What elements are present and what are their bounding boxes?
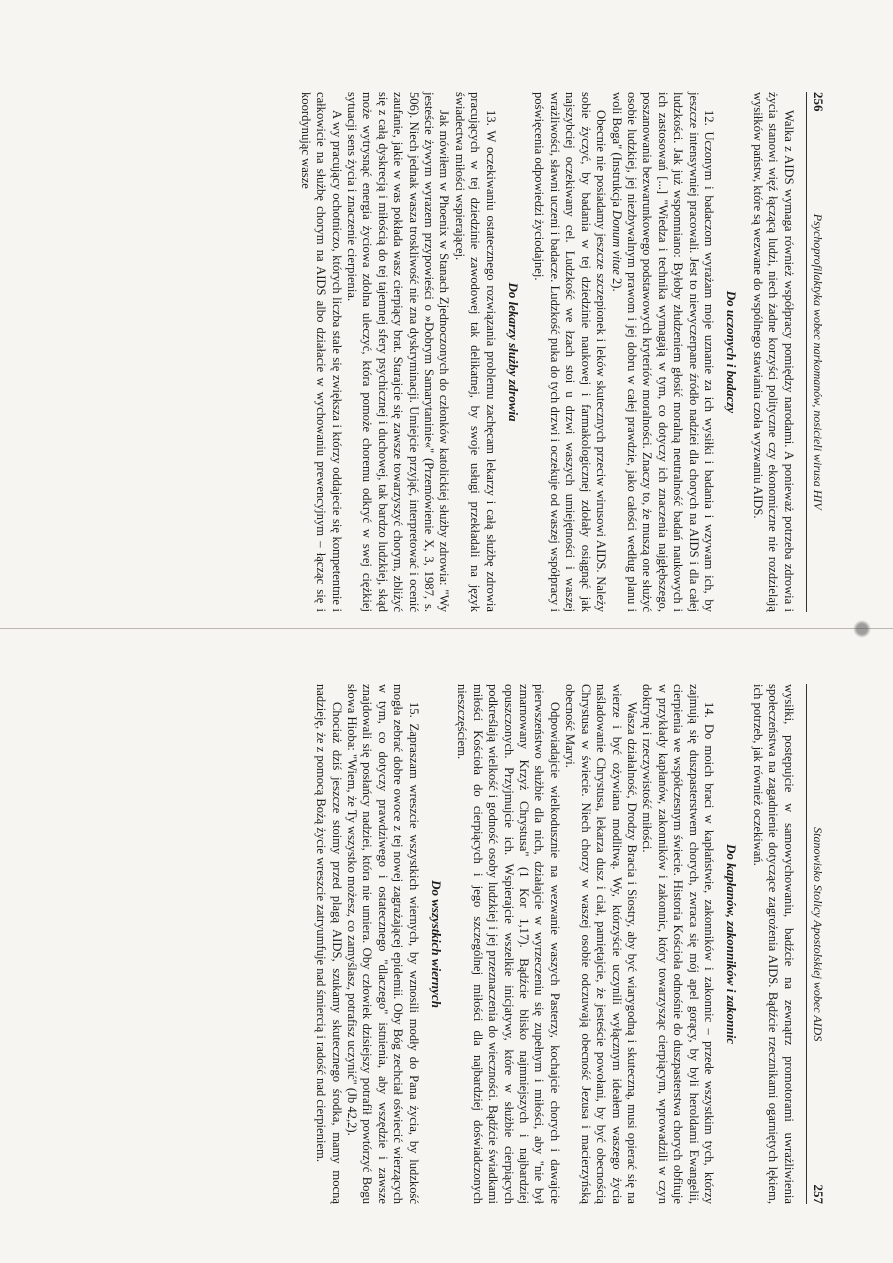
page-number: 256 xyxy=(811,92,826,112)
text-run: 2). xyxy=(609,277,624,292)
paragraph: 15. Zapraszam wreszcie wszystkich wiernych, by wznosili modły do Pana życia, by ludzkość mogła zebrać dobre owoce z tej nowej zagrażającej epidemii. Oby Bóg zechciał oświecić wierzących w tym, co dotyczy prawdziwego i ostatecznego "dlaczego" istnienia, aby wszędzie i zawsze znajdowali się posłańcy nadziei, która nie umiera. Oby człowiek dzisiejszy potrafił powtórzyć Bogu słowa Hioba: "Wiem, że Ty wszystko możesz, co zamyślasz, potrafisz uczynić" (Jb 42,2). xyxy=(345,684,421,1204)
italic-title: Donum vitae xyxy=(609,210,624,275)
paragraph: Obecnie nie posiadamy jeszcze szczepionek i leków skutecznych przeciw wirusowi AIDS. Należy sobie życzyć, by badania w tej dziedzinie naukowej i farmakologicznej zdołały osiągnąć jak najszybciej oczekiwany cel. Ludzkość we łzach stoi u drzwi waszych umiejętności i waszej wrażliwości, sławni uczeni i badacze. Ludzkość puka do tych drzwi i oczekuje od waszej współpracy i poświęcenia odpowiedzi życiodajnej. xyxy=(532,92,609,612)
paragraph: 13. W oczekiwaniu ostatecznego rozwiązania problemu zachęcam lekarzy i całą służbę zdrowia pracujących w tej dziedzinie zawodowej tak delikatnej, by swoje usługi przekładali na język świadectwa miłości wspierającej. xyxy=(452,92,498,612)
fold-mark-icon xyxy=(852,618,872,640)
paragraph: A wy pracujący ochotniczo, których liczba stale się zwiększa i którzy oddajecie się kompetentnie i całkowicie na służbę chorym na AIDS albo działacie w wychowaniu prewencyjnym – łącząc się i koordynując wasze xyxy=(298,92,344,612)
page-257 xyxy=(86,684,826,1204)
text-run: 12. Uczonym i badaczom wyrażam moje uznanie za ich wysiłki i badania i wzywam ich, by jeszcze intensywniej pracowali. Jest to niewyczerpane źródło nadziei dla chorych na AIDS i dla całej ludzkości. Jak już wspomniano: Byłoby złudzeniem głosić moralną neutralność badań naukowych i ich zastosowań [...] "Wiedza i technika wymagają w tym, co dotyczy ich znaczenia najgłębszego, poszanowania bezwarunkowego podstawowych kryteriów moralności. Znaczy to, że muszą one służyć osobie ludzkiej, jej niezbywalnym prawom i jej dobru w całej prawdzie, jako całości według planu i woli Boga" (Instrukcja xyxy=(609,92,716,612)
paragraph: 14. Do moich braci w kapłaństwie, zakonników i zakonnic – przede wszystkim tych, którzy zajmują się duszpasterstwem chorych, zwraca się mój apel gorący, by byli heroldami Ewangelii, cierpienia we współczesnym świecie. Historia Kościoła odnośnie do duszpasterstwa chorych obfituje w przykłady kapłanów, zakonników i zakonnic, który towarzysząc cierpiącym, wprowadzili w czyn doktrynę i rzeczywistość miłości. xyxy=(640,684,716,1204)
paragraph: Walka z AIDS wymaga również współpracy pomiędzy narodami. A ponieważ potrzeba zdrowia i życia stanowi więź łączącą ludzi, niech żadne korzyści polityczne czy ekonomiczne nie rozdzielają wysiłków państw, które są wezwane do wspólnego stawiania czoła wyzwaniu AIDS. xyxy=(750,92,796,612)
paragraph: Chociaż dziś jeszcze stoimy przed plagą AIDS, szukamy skutecznego środka, mamy mocną nadzieję, że z pomocą Bożą życie wreszcie zatryumfuje nad śmiercią i radość nad cierpieniem. xyxy=(314,684,344,1204)
page-number: 257 xyxy=(811,1184,826,1204)
section-heading: Do kapłanów, zakonników i zakonnic xyxy=(724,844,740,1044)
page-header xyxy=(806,92,826,612)
paragraph: Wasza działalność, Drodzy Bracia i Siostry, aby być wiarygodną i skuteczną, musi opierać się na wierze i być ożywiana modlitwą. Wy, którzyście uczynili wyłącznym ideałem waszego życia naśladowanie Chrystusa, lekarza dusz i ciał, pamiętajcie, że jesteście powołani, by być obecnością Chrystusa w świecie. Niech chorzy w waszej osobie odczuwają obecność Jezusa i macierzyńską obecność Maryi. xyxy=(563,684,639,1204)
running-head: Psychoprofilaktyka wobec narkomanów, nosicieli wirusa HIV xyxy=(811,213,825,510)
page-fold-line xyxy=(0,628,893,629)
paragraph: Odpowiadajcie wielkodusznie na wezwanie waszych Pasterzy, kochajcie chorych i dawajcie pierwszeństwo służbie dla nich, działajcie w wyrzeczeniu się zupełnym i miłości, aby "nie był zmarnowany Krzyż Chrystusa" (1 Kor 1,17). Bądźcie blisko najmniejszych i najbardziej opuszczonych. Przyjmujcie ich. Wspierajcie wszelkie inicjatywy, które w służbie cierpiących podkreślają wielkość i godność osoby ludzkiej i jej przeznaczenia do wieczności. Bądźcie świadkami miłości Kościoła do cierpiących i jego szczególnej miłości dla najbardziej doświadczonych nieszczęściem. xyxy=(455,684,562,1204)
paragraph: Jak mówiłem w Phoenix w Stanach Zjednoczonych do członków katolickiej służby zdrowia: "Wy jesteście żywym wyrazem przypowieści o »Dobrym Samarytaninie«" (Przemówienie X, 3, 1987, s. 506). Niech jednak wasza troskliwość nie zna dyskryminacji. Umiejcie przyjąć, interpretować i ocenić zaufanie, jakie w was pokłada wasz cierpiący brat. Starajcie się zawsze towarzyszyć chorym, zbliżyć się z całą dyskrecją i miłością do tej tajemnej sfery psychicznej i duchowej, tak bardzo ludzkiej, skąd może wytrysnąć energia życiowa zdolna uleczyć, która pomoże choremu odkryć w swej ciężkiej sytuacji sens życia i znaczenie cierpienia. xyxy=(345,92,452,612)
section-heading: Do lekarzy służby zdrowia xyxy=(506,282,522,422)
page-header xyxy=(806,684,826,1204)
section-heading: Do uczonych i badaczy xyxy=(724,290,740,414)
paragraph xyxy=(608,92,716,612)
section-heading: Do wszystkich wiernych xyxy=(429,880,445,1008)
paragraph: wysiłki, postępujcie w samowychowaniu, badźcie na zewnątrz promotorami uwrażliwienia społeczeństwa na zagadnienie dotyczące zagrożenia AIDS. Bądźcie rzecznikami ogarniętych lękiem, ich potrzeb, jak również oczekiwań. xyxy=(750,684,796,1204)
running-head: Stanowisko Stolicy Apostolskiej wobec AIDS xyxy=(811,827,825,1042)
page-256 xyxy=(86,92,826,612)
